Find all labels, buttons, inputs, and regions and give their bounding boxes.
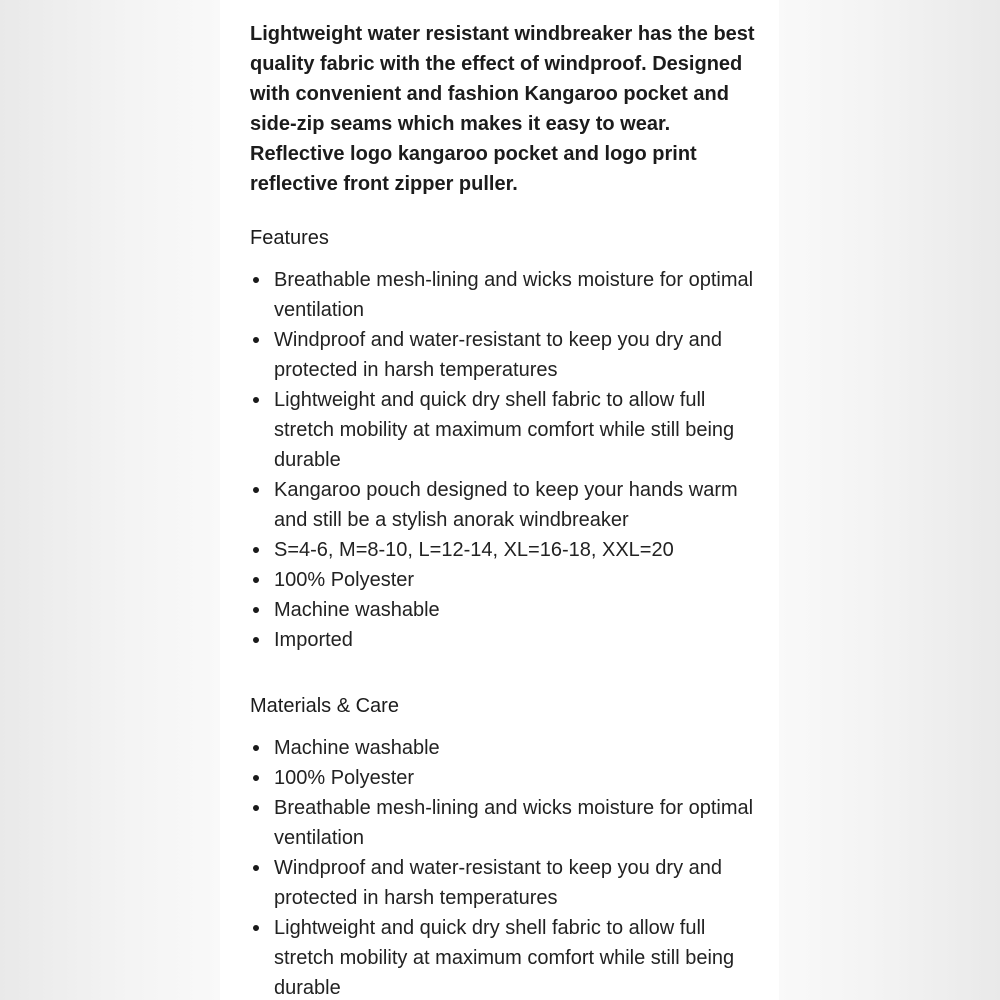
left-margin <box>0 0 220 1000</box>
product-description: Lightweight water resistant windbreaker has the best quality fabric with the effect of windproof. Designed with convenient and fashion Kangaroo pocket and side-zip seams which makes it easy to wear. Reflective logo kangaroo pocket and logo print reflective front zipper puller. <box>250 23 755 195</box>
features-list-item: 100% Polyester <box>250 565 755 595</box>
features-list-item: Kangaroo pouch designed to keep your hands warm and still be a stylish anorak windbreaker <box>250 475 755 535</box>
features-list-item: Windproof and water-resistant to keep you dry and protected in harsh temperatures <box>250 325 755 385</box>
product-details-content <box>250 19 755 1000</box>
features-heading: Features <box>250 227 329 249</box>
features-list-item: Machine washable <box>250 595 755 625</box>
features-list <box>250 265 755 655</box>
product-details-page <box>220 0 779 1000</box>
features-list-item: Imported <box>250 625 755 655</box>
materials-care-list-item: 100% Polyester <box>250 763 755 793</box>
materials-care-list-item: Machine washable <box>250 733 755 763</box>
right-margin <box>779 0 1000 1000</box>
materials-care-list <box>250 733 755 1000</box>
materials-care-list-item: Lightweight and quick dry shell fabric to allow full stretch mobility at maximum comfort while still being durable <box>250 913 755 1000</box>
features-list-item: Lightweight and quick dry shell fabric to allow full stretch mobility at maximum comfort while still being durable <box>250 385 755 475</box>
materials-care-list-item: Breathable mesh-lining and wicks moisture for optimal ventilation <box>250 793 755 853</box>
features-list-item: Breathable mesh-lining and wicks moisture for optimal ventilation <box>250 265 755 325</box>
features-list-item: S=4-6, M=8-10, L=12-14, XL=16-18, XXL=20 <box>250 535 755 565</box>
materials-care-heading: Materials & Care <box>250 695 399 717</box>
materials-care-list-item: Windproof and water-resistant to keep you dry and protected in harsh temperatures <box>250 853 755 913</box>
